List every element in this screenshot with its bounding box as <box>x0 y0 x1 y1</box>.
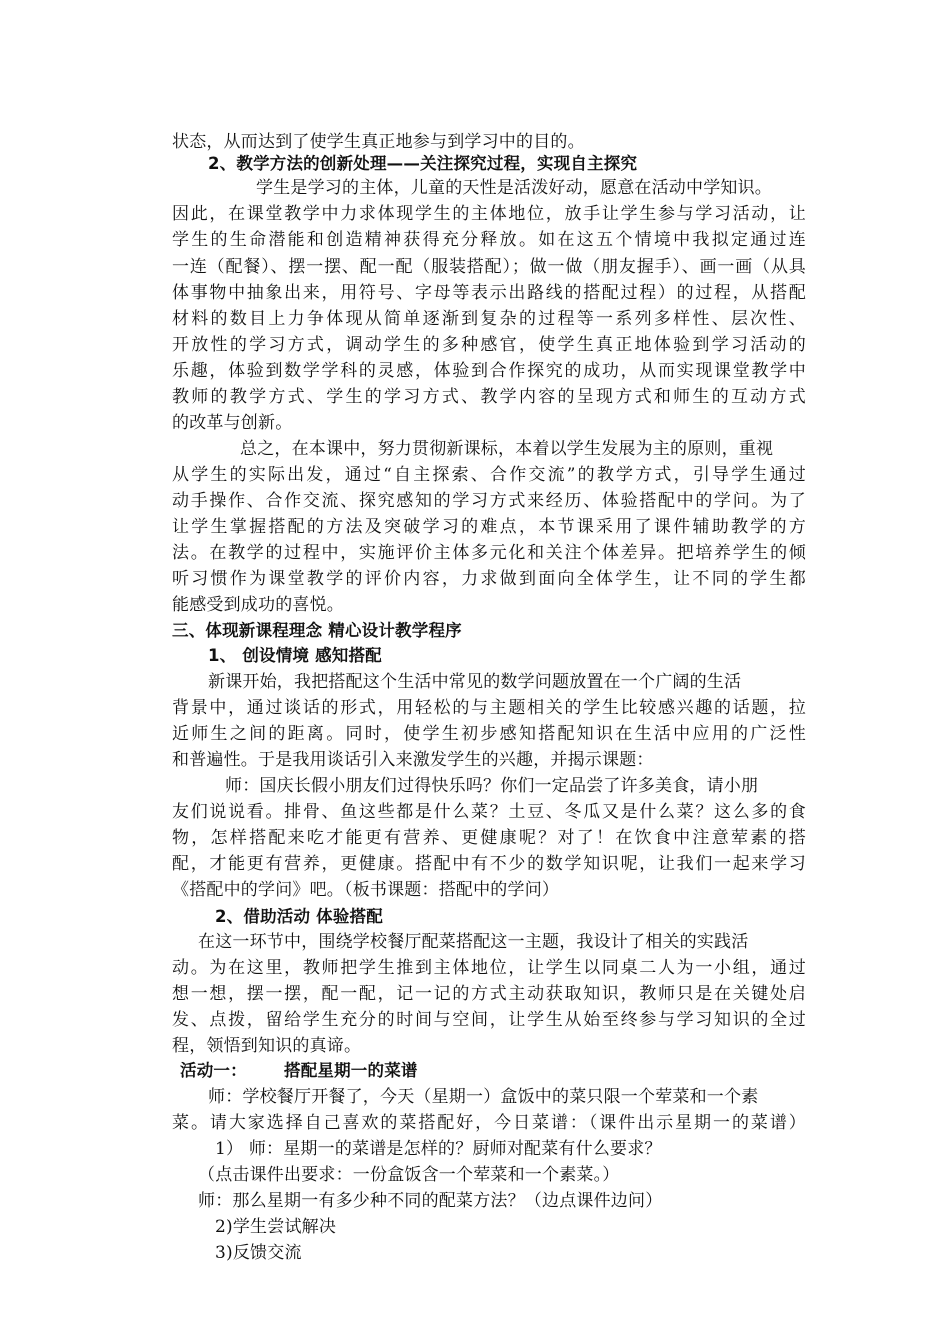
text-line: 一连（配餐）、摆一摆、配一配（服装搭配）；做一做（朋友握手）、画一画（从具 <box>172 257 806 277</box>
text-line: 法。在教学的过程中，实施评价主体多元化和关注个体差异。把培养学生的倾 <box>172 543 806 563</box>
text-line: 配，才能更有营养，更健康。搭配中有不少的数学知识呢，让我们一起来学习 <box>172 854 806 874</box>
text-line: 教师的教学方式、学生的学习方式、教学内容的呈现方式和师生的互动方式 <box>172 387 806 407</box>
text-line: 师：国庆长假小朋友们过得快乐吗？你们一定品尝了许多美食，请小朋 <box>225 776 759 796</box>
section-heading: 2、教学方法的创新处理——关注探究过程，实现自主探究 <box>208 154 638 173</box>
text-line: 近师生之间的距离。同时，使学生初步感知搭配知识在生活中应用的广泛性 <box>172 724 806 744</box>
text-line: 背景中，通过谈话的形式，用轻松的与主题相关的学生比较感兴趣的话题，拉 <box>172 698 806 718</box>
text-line: 动手操作、合作交流、探究感知的学习方式来经历、体验搭配中的学问。为了 <box>172 491 806 511</box>
activity-label: 活动一： <box>180 1061 247 1080</box>
text-line: 材料的数目上力争体现从简单逐渐到复杂的过程等一系列多样性、层次性、 <box>172 309 806 329</box>
text-line: 乐趣，体验到数学学科的灵感，体验到合作探究的成功，从而实现课堂教学中 <box>172 361 806 381</box>
text-line: 从学生的实际出发，通过“自主探索、合作交流”的教学方式，引导学生通过 <box>172 465 806 485</box>
text-line: 师：学校餐厅开餐了，今天（星期一）盒饭中的菜只限一个荤菜和一个素 <box>208 1087 759 1107</box>
text-line: 友们说说看。排骨、鱼这些都是什么菜？土豆、冬瓜又是什么菜？这么多的食 <box>172 802 806 822</box>
text-line: 能感受到成功的喜悦。 <box>172 595 344 615</box>
text-line: 发、点拨，留给学生充分的时间与空间，让学生从始至终参与学习知识的全过 <box>172 1010 806 1030</box>
text-line: 总之，在本课中，努力贯彻新课标，本着以学生发展为主的原则，重视 <box>240 439 774 459</box>
text-line: 想一想，摆一摆，配一配，记一记的方式主动获取知识，教师只是在关键处启 <box>172 984 806 1004</box>
text-line: 动。为在这里，教师把学生推到主体地位，让学生以同桌二人为一小组，通过 <box>172 958 806 978</box>
text-line: 物，怎样搭配来吃才能更有营养、更健康呢？对了！在饮食中注意荤素的搭 <box>172 828 806 848</box>
subsection-heading: 2、借助活动 体验搭配 <box>215 907 383 926</box>
text-line: 学生的生命潜能和创造精神获得充分释放。如在这五个情境中我拟定通过连 <box>172 230 806 250</box>
text-line: 状态，从而达到了使学生真正地参与到学习中的目的。 <box>172 132 585 152</box>
text-line: 听习惯作为课堂教学的评价内容，力求做到面向全体学生，让不同的学生都 <box>172 569 806 589</box>
text-line: 的改革与创新。 <box>172 413 293 433</box>
subsection-heading: 1、 创设情境 感知搭配 <box>208 646 382 665</box>
text-line: 菜。请大家选择自己喜欢的菜搭配好，今日菜谱：（课件出示星期一的菜谱） <box>172 1113 806 1133</box>
list-item: 2)学生尝试解决 <box>215 1217 337 1237</box>
activity-title: 搭配星期一的菜谱 <box>284 1061 418 1080</box>
text-line: 师：那么星期一有多少种不同的配菜方法？（边点课件边问） <box>198 1191 663 1211</box>
text-line: 和普遍性。于是我用谈话引入来激发学生的兴趣，并揭示课题： <box>172 750 654 770</box>
text-line: 体事物中抽象出来，用符号、字母等表示出路线的搭配过程）的过程，从搭配 <box>172 283 806 303</box>
text-line: 开放性的学习方式，调动学生的多种感官，使学生真正地体验到学习活动的 <box>172 335 806 355</box>
section-heading: 三、体现新课程理念 精心设计教学程序 <box>172 621 462 640</box>
text-line: 新课开始，我把搭配这个生活中常见的数学问题放置在一个广阔的生活 <box>208 672 742 692</box>
text-line: 程，领悟到知识的真谛。 <box>172 1036 362 1056</box>
text-line: 在这一环节中，围绕学校餐厅配菜搭配这一主题，我设计了相关的实践活 <box>198 932 749 952</box>
text-line: 让学生掌握搭配的方法及突破学习的难点，本节课采用了课件辅助教学的方 <box>172 517 806 537</box>
text-line: 学生是学习的主体，儿童的天性是活泼好动，愿意在活动中学知识。 <box>256 178 772 198</box>
text-line: （点击课件出要求：一份盒饭含一个荤菜和一个素菜。） <box>198 1165 620 1185</box>
text-line: 《搭配中的学问》吧。（板书课题：搭配中的学问） <box>172 880 560 900</box>
text-line: 因此，在课堂教学中力求体现学生的主体地位，放手让学生参与学习活动，让 <box>172 204 806 224</box>
text-line: 1） 师：星期一的菜谱是怎样的？厨师对配菜有什么要求？ <box>215 1139 662 1159</box>
list-item: 3)反馈交流 <box>215 1243 302 1263</box>
